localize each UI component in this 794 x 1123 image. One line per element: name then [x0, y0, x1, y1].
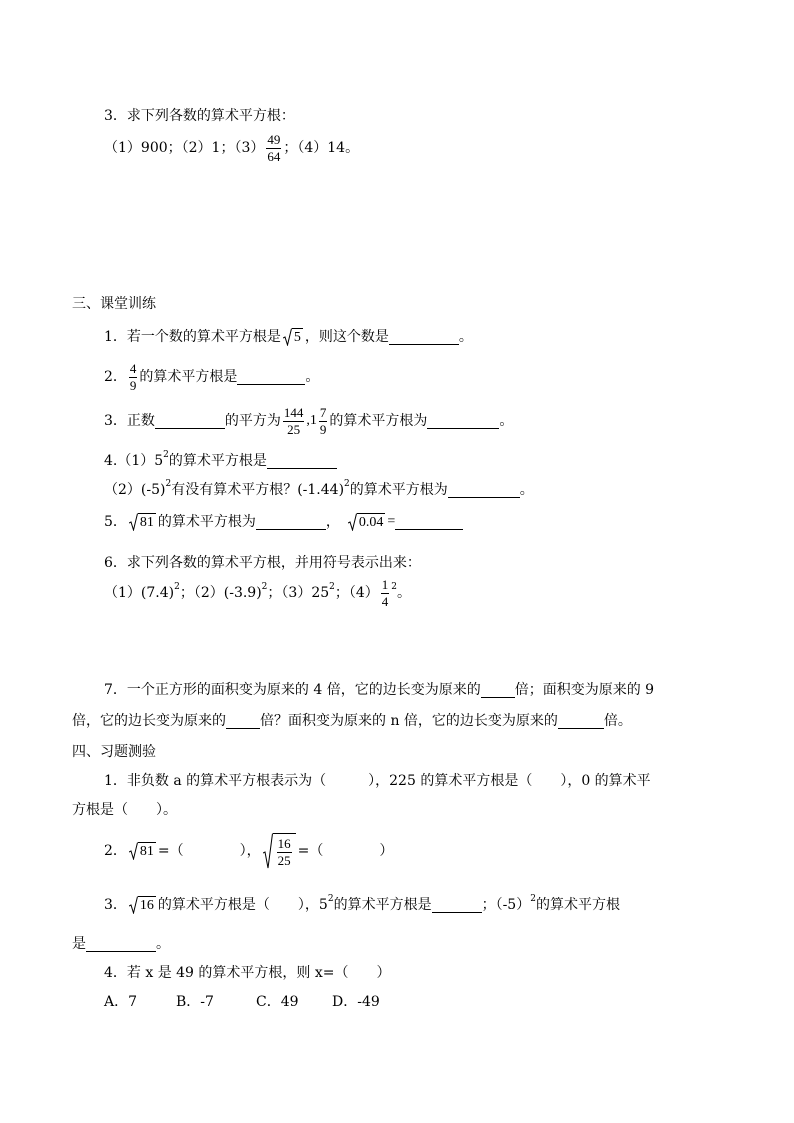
answer-blank[interactable] — [267, 454, 337, 469]
question-3-prompt: 3． 求下列各数的算术平方根： — [104, 108, 295, 124]
s4-question-4: 4．若 x 是 49 的算术平方根，则 x=（ ） — [104, 965, 391, 981]
s4-question-3-line1: 3． 16 的算术平方根是（ ），5 2 的算术平方根是 ；（-5） 2 的算术平方根 — [104, 893, 620, 914]
answer-blank[interactable] — [448, 483, 520, 498]
s4-question-1-line1: 1．非负数 a 的算术平方根表示为（ ），225 的算术平方根是（ ），0 的算术平 — [104, 773, 651, 789]
sqrt-16: 16 — [129, 896, 156, 914]
fraction-1-4: $\frac{1}{4}$ — [381, 576, 389, 609]
mixed-number-1-7-9: 1 $\frac{7}{9}$ — [309, 404, 327, 437]
answer-blank[interactable] — [226, 714, 260, 729]
answer-blank[interactable] — [432, 898, 482, 913]
section-4-title: 四、习题测验 — [72, 744, 156, 760]
option-d[interactable]: D．-49 — [332, 994, 380, 1010]
s4-question-4-options — [104, 987, 392, 1017]
s3-question-2: 2． $\frac{4}{9}$ 的算术平方根是 。 — [104, 360, 320, 393]
s3-question-6-prompt: 6．求下列各数的算术平方根，并用符号表示出来： — [104, 555, 421, 571]
s3-question-7-line1: 7．一个正方形的面积变为原来的 4 倍，它的边长变为原来的 倍；面积变为原来的 9 — [104, 682, 655, 698]
answer-blank[interactable] — [237, 370, 305, 385]
answer-blank[interactable] — [389, 330, 459, 345]
fraction-144-25: $\frac{144}{25}$ — [283, 404, 304, 437]
sqrt-81: 81 — [129, 842, 156, 860]
fraction-4-9: $\frac{4}{9}$ — [129, 360, 137, 393]
s3-question-1: 1．若一个数的算术平方根是 5 ，则这个数是 。 — [104, 329, 473, 346]
answer-blank[interactable] — [155, 414, 225, 429]
s4-question-1-line2: 方根是（ ）。 — [72, 802, 177, 818]
s3-question-5: 5． 81 的算术平方根为 ， 0.04 = — [104, 507, 463, 537]
s3-question-3: 3．正数 的平方为 $\frac{144}{25}$ , 1 $\frac{7}{9}$ 的算术平方根为 。 — [104, 404, 514, 437]
s3-question-6-items: （1）(7.4) 2 ；（2）(-3.9) 2 ；（3）25 2 ；（4） $\frac{1}{4}$ 2 。 — [104, 576, 412, 609]
option-a[interactable]: A．7 — [104, 994, 138, 1010]
question-3-items: （1）900；（2）1；（3） $\frac{49}{64}$ ；（4）14。 — [104, 131, 360, 164]
answer-blank[interactable] — [427, 414, 499, 429]
fraction-49-64: $\frac{49}{64}$ — [267, 131, 281, 164]
section-3-title: 三、课堂训练 — [72, 296, 156, 312]
option-c[interactable]: C．49 — [256, 994, 299, 1010]
answer-blank[interactable] — [86, 937, 156, 952]
answer-blank[interactable] — [558, 714, 604, 729]
s3-question-7-line2: 倍，它的边长变为原来的 倍？面积变为原来的 n 倍，它的边长变为原来的 倍。 — [72, 713, 632, 729]
option-b[interactable]: B．-7 — [176, 994, 214, 1010]
sqrt-0-04: 0.04 — [348, 513, 386, 531]
answer-blank[interactable] — [395, 515, 463, 530]
answer-blank[interactable] — [481, 683, 515, 698]
sqrt-5: 5 — [283, 328, 303, 346]
s4-question-3-line2: 是 。 — [72, 936, 170, 952]
s4-question-2: 2． 81 =（ ）， $\frac{16}{25}$ =（ ） — [104, 832, 393, 870]
sqrt-81: 81 — [129, 513, 156, 531]
answer-blank[interactable] — [256, 515, 326, 530]
s3-question-4b: （2）(-5) 2 有没有算术平方根？(-1.44) 2 的算术平方根为 。 — [104, 478, 534, 498]
s3-question-4a: 4.（1）5 2 的算术平方根是 — [104, 446, 337, 476]
sqrt-fraction-16-25: $\frac{16}{25}$ — [263, 833, 296, 869]
